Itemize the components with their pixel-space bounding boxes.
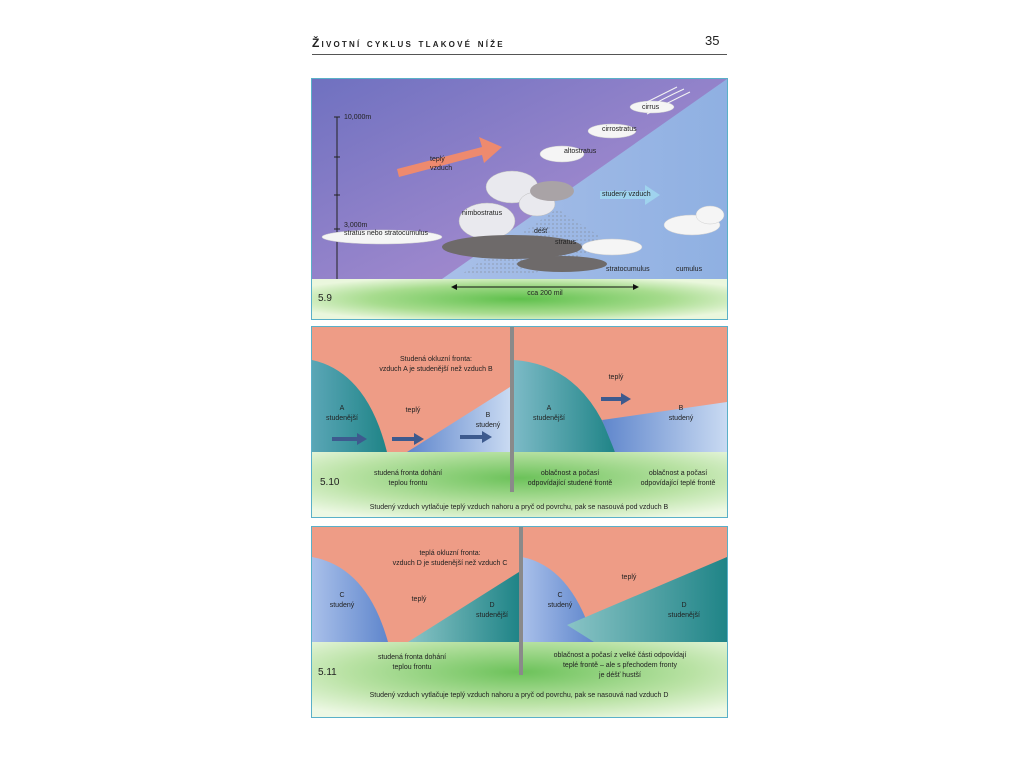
fig510-left-b-label: studený [475,422,501,429]
fig511-right-caption-1: oblačnost a počasí z velké části odpovídají [553,652,687,659]
fig510-right-a-label: studenější [533,415,565,422]
cold-air-label: studený vzduch [602,191,651,198]
fig511-left-c-letter: C [339,592,345,599]
fig511-right-d-label: studenější [668,612,700,619]
fig510-right-caption-left-2: odpovídající studené frontě [527,480,613,487]
fig511-left-caption-2: teplou frontu [392,664,432,671]
warm-air-label-1: teplý [430,156,445,163]
stratocumulus-label: stratocumulus [606,266,650,273]
fig511-bottom-caption: Studený vzduch vytlačuje teplý vzduch nahoru a pryč od povrchu, pak se nasouvá nad vzduch D [369,692,669,699]
fig511-left-d-letter: D [489,602,495,609]
header-rule [312,54,727,55]
fig511-title-1: teplá okluzní fronta: [419,550,481,557]
fig510-left-caption-1: studená fronta dohání [373,470,443,477]
nimbostratus-label: nimbostratus [462,210,503,217]
fig511-left-c-label: studený [329,602,355,609]
fig510-right-warm: teplý [608,374,624,381]
fig510-right-a-letter: A [546,405,552,412]
figure-5-9-graphic [312,79,727,319]
fig510-right-caption-left-1: oblačnost a počasí [540,470,600,477]
figure-number-5-11: 5.11 [318,667,337,678]
fig511-right-warm: teplý [621,574,637,581]
fig510-right-caption-right-1: oblačnost a počasí [648,470,708,477]
fig510-title-1: Studená okluzní fronta: [400,356,472,363]
fig511-right-caption-2: teplé frontě – ale s přechodem fronty [562,662,678,669]
fig511-right-caption-3: je déšť hustší [599,672,641,679]
figure-5-9 [311,78,728,320]
altitude-low-label: 3,000m [344,222,368,229]
running-header-title: Životní cyklus tlakové níže [312,36,505,50]
fig510-left-b-letter: B [485,412,491,419]
rain-label: déšť [534,228,548,235]
figure-5-11-graphic [312,527,727,717]
page-number: 35 [705,33,720,48]
figure-number-5-9: 5.9 [318,293,332,304]
cumulus-label: cumulus [676,266,703,273]
distance-label: cca 200 mil [527,290,563,297]
fig511-left-warm: teplý [411,596,427,603]
altostratus-label: altostratus [564,148,597,155]
figure-5-11 [311,526,728,718]
warm-air-label-2: vzduch [430,165,453,172]
fig510-right-caption-right-2: odpovídající teplé frontě [640,480,716,487]
stratus-stratocumulus-label: stratus nebo stratocumulus [344,230,429,237]
fig510-bottom-caption: Studený vzduch vytlačuje teplý vzduch nahoru a pryč od povrchu, pak se nasouvá pod vzduch B [369,504,669,511]
fig511-right-c-letter: C [557,592,563,599]
fig510-right-b-label: studený [668,415,694,422]
stratus-label: stratus [555,239,577,246]
fig511-left-caption-1: studená fronta dohání [377,654,447,661]
figure-5-10-graphic [312,327,727,517]
figure-number-5-10: 5.10 [320,477,340,488]
fig511-left-d-label: studenější [476,612,508,619]
fig510-right-b-letter: B [678,405,684,412]
fig511-right-d-letter: D [681,602,687,609]
altitude-top-label: 10,000m [344,114,372,121]
fig510-left-warm: teplý [405,407,421,414]
cirrus-label: cirrus [642,104,660,111]
fig510-left-a-label: studenější [326,415,358,422]
fig511-title-2: vzduch D je studenější než vzduch C [392,560,508,567]
fig510-left-caption-2: teplou frontu [388,480,428,487]
fig510-title-2: vzduch A je studenější než vzduch B [379,366,493,373]
fig511-right-c-label: studený [547,602,573,609]
figure-5-10 [311,326,728,518]
fig510-left-a-letter: A [339,405,345,412]
cirrostratus-label: cirrostratus [602,126,637,133]
